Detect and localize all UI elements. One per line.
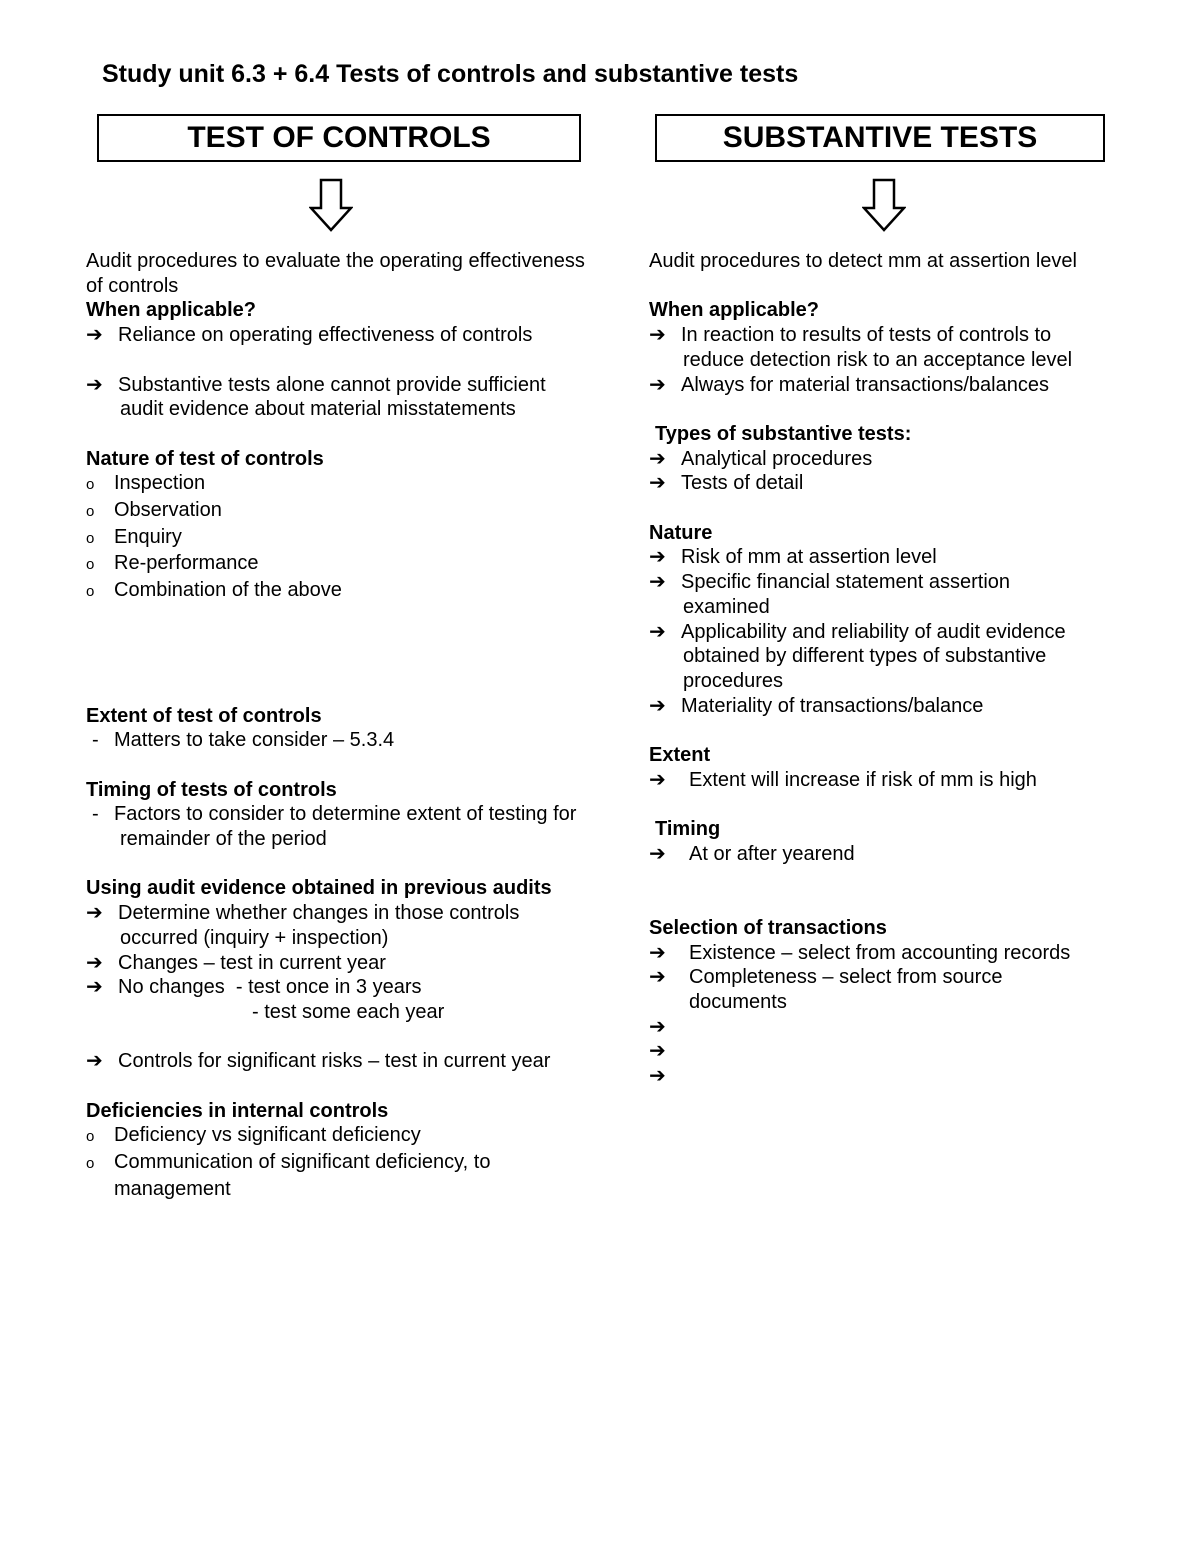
substantive-tests-column (649, 249, 1119, 1089)
list-item: ➔ Completeness – select from source (649, 966, 1003, 989)
list-item: ➔ Always for material transactions/balances (649, 373, 1049, 396)
list-item: o Enquiry (86, 525, 636, 552)
when-applicable-heading: When applicable? (86, 299, 257, 322)
timing-heading: Timing (655, 818, 721, 841)
list-item-continuation: occurred (inquiry + inspection) (120, 926, 389, 949)
right-arrow-icon: ➔ (86, 1050, 103, 1073)
down-arrow-icon (309, 178, 353, 232)
list-item: ➔ Tests of detail (649, 472, 804, 495)
list-item-continuation: documents (689, 990, 787, 1013)
list-item: ➔ Analytical procedures (649, 447, 873, 470)
bullet-icon: o (86, 583, 95, 601)
right-arrow-icon: ➔ (86, 902, 103, 925)
list-item-continuation: examined (683, 595, 770, 618)
previous-audits-heading: Using audit evidence obtained in previous audits (86, 877, 552, 900)
dash-icon: - (92, 729, 99, 752)
list-item-continuation: procedures (683, 669, 784, 692)
list-item: ➔ No changes - test once in 3 years (86, 976, 422, 999)
list-item: ➔ At or after yearend (649, 842, 855, 865)
list-item: ➔ Risk of mm at assertion level (649, 546, 937, 569)
right-arrow-icon: ➔ (649, 1065, 666, 1088)
right-arrow-icon: ➔ (649, 472, 666, 495)
right-arrow-icon: ➔ (86, 951, 103, 974)
list-item: o Re-performance (86, 551, 636, 578)
list-item-continuation: - test some each year (252, 1000, 445, 1023)
list-item-continuation: management (114, 1177, 231, 1200)
empty-list-item (649, 1015, 1119, 1040)
intro-line: of controls (86, 274, 179, 297)
list-item: ➔ Reliance on operating effectiveness of controls (86, 324, 533, 347)
list-item: ➔ In reaction to results of tests of controls to (649, 324, 1052, 347)
list-item-continuation: obtained by different types of substantive (683, 645, 1047, 668)
list-item: ➔ Changes – test in current year (86, 951, 386, 974)
right-arrow-icon: ➔ (649, 842, 666, 865)
right-arrow-icon: ➔ (649, 768, 666, 791)
list-item: o Inspection (86, 471, 636, 498)
selection-heading: Selection of transactions (649, 916, 887, 939)
bullet-icon: o (86, 503, 95, 520)
list-item: - Factors to consider to determine extent of testing for (86, 802, 636, 827)
list-item: o Deficiency vs significant deficiency (86, 1123, 636, 1150)
right-arrow-icon: ➔ (649, 694, 666, 717)
list-item-continuation: remainder of the period (120, 828, 327, 851)
right-arrow-icon: ➔ (86, 373, 103, 396)
bullet-icon: o (86, 1128, 95, 1146)
right-arrow-icon: ➔ (649, 620, 666, 643)
right-arrow-icon: ➔ (649, 966, 666, 989)
nature-heading: Nature (649, 521, 713, 544)
empty-list-item (649, 1039, 1119, 1064)
page-title: Study unit 6.3 + 6.4 Tests of controls and substantive tests (102, 60, 799, 88)
list-item: ➔ Existence – select from accounting records (649, 941, 1071, 964)
list-item: ➔ Controls for significant risks – test in current year (86, 1050, 551, 1073)
right-arrow-icon: ➔ (649, 941, 666, 964)
list-item: - Matters to take consider – 5.3.4 (86, 728, 636, 753)
intro-line: Audit procedures to detect mm at assertion level (649, 250, 1077, 272)
list-item: ➔ Determine whether changes in those controls (86, 902, 520, 925)
list-item: ➔ Substantive tests alone cannot provide sufficient (86, 373, 546, 396)
types-heading: Types of substantive tests: (655, 422, 912, 445)
right-arrow-icon: ➔ (649, 373, 666, 396)
intro-line: Audit procedures to evaluate the operating effectiveness (86, 250, 585, 272)
right-arrow-icon: ➔ (86, 324, 103, 347)
list-item: ➔ Applicability and reliability of audit evidence (649, 620, 1066, 643)
right-arrow-icon: ➔ (649, 1040, 666, 1063)
dash-icon: - (92, 803, 99, 826)
test-of-controls-heading-box: TEST OF CONTROLS (97, 114, 581, 162)
extent-heading: Extent (649, 744, 711, 766)
list-item: o Combination of the above (86, 578, 636, 605)
list-item: o Communication of significant deficiency, to (86, 1150, 636, 1177)
list-item: ➔ Extent will increase if risk of mm is high (649, 768, 1037, 791)
empty-list-item (649, 1064, 1119, 1089)
down-arrow-icon (862, 178, 906, 232)
list-item-continuation: reduce detection risk to an acceptance level (683, 348, 1073, 371)
bullet-icon: o (86, 1155, 95, 1173)
list-item: ➔ Materiality of transactions/balance (649, 694, 984, 717)
substantive-tests-heading-box: SUBSTANTIVE TESTS (655, 114, 1105, 162)
when-applicable-heading: When applicable? (649, 299, 820, 322)
bullet-icon: o (86, 556, 95, 574)
deficiencies-heading: Deficiencies in internal controls (86, 1099, 389, 1122)
right-arrow-icon: ➔ (649, 447, 666, 470)
bullet-icon: o (86, 529, 95, 547)
right-arrow-icon: ➔ (649, 324, 666, 347)
list-item: o Observation (86, 498, 636, 525)
list-item: ➔ Specific financial statement assertion (649, 571, 1011, 594)
test-of-controls-column (86, 249, 636, 1202)
bullet-icon: o (86, 476, 95, 494)
timing-heading: Timing of tests of controls (86, 778, 337, 801)
right-arrow-icon: ➔ (86, 976, 103, 999)
nature-heading: Nature of test of controls (86, 447, 324, 470)
extent-heading: Extent of test of controls (86, 704, 322, 727)
right-arrow-icon: ➔ (649, 571, 666, 594)
list-item-continuation: audit evidence about material misstatements (120, 398, 516, 421)
right-arrow-icon: ➔ (649, 546, 666, 569)
right-arrow-icon: ➔ (649, 1015, 666, 1038)
